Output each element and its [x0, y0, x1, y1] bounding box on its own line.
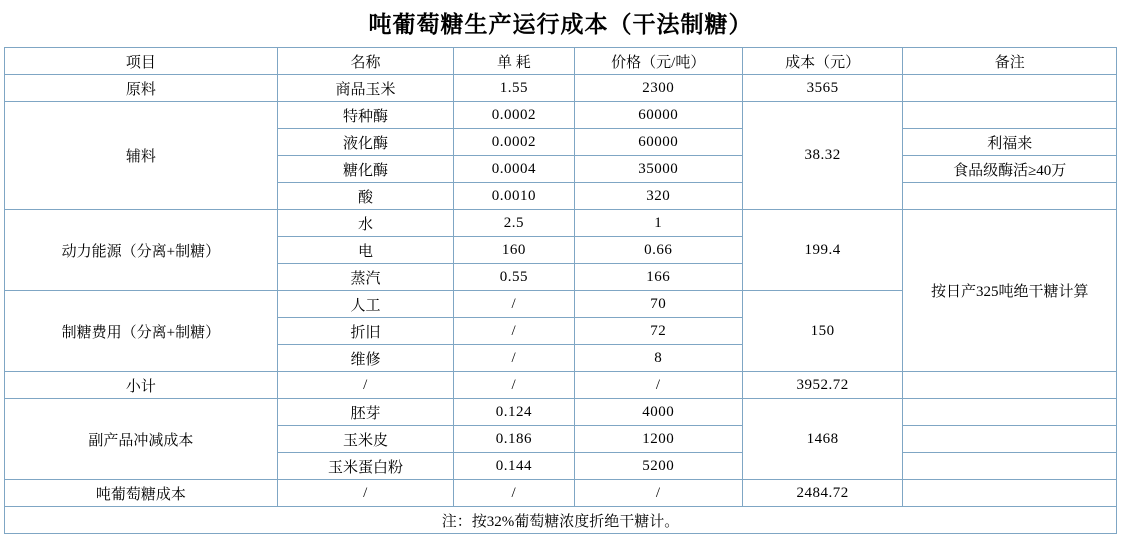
row-usage: 0.0004 [454, 156, 574, 183]
total-note [903, 480, 1117, 507]
row-name: 糖化酶 [277, 156, 453, 183]
row-price: 166 [574, 264, 742, 291]
row-usage: 1.55 [454, 75, 574, 102]
row-price: 320 [574, 183, 742, 210]
row-name: 商品玉米 [277, 75, 453, 102]
row-price: 1200 [574, 426, 742, 453]
subtotal-price: / [574, 372, 742, 399]
row-cost: 199.4 [742, 210, 902, 291]
row-usage: 0.0010 [454, 183, 574, 210]
row-cost: 150 [742, 291, 902, 372]
row-usage: / [454, 318, 574, 345]
table-row [5, 210, 1117, 237]
row-price: 35000 [574, 156, 742, 183]
row-name: 胚芽 [277, 399, 453, 426]
row-note [903, 183, 1117, 210]
row-usage: / [454, 345, 574, 372]
row-category-sugar-fee: 制糖费用（分离+制糖） [5, 291, 278, 372]
subtotal-note [903, 372, 1117, 399]
column-header-name: 名称 [277, 48, 453, 75]
row-price: 4000 [574, 399, 742, 426]
row-usage: 0.144 [454, 453, 574, 480]
total-name: / [277, 480, 453, 507]
column-header-note: 备注 [903, 48, 1117, 75]
row-category-energy: 动力能源（分离+制糖） [5, 210, 278, 291]
table-row [5, 75, 1117, 102]
page-title: 吨葡萄糖生产运行成本（干法制糖） [368, 12, 753, 37]
row-note [903, 399, 1117, 426]
row-name: 特种酶 [277, 102, 453, 129]
row-usage: 0.124 [454, 399, 574, 426]
column-header-item: 项目 [5, 48, 278, 75]
row-price: 1 [574, 210, 742, 237]
row-label-total: 吨葡萄糖成本 [5, 480, 278, 507]
row-note: 利福来 [903, 129, 1117, 156]
table-row-total [5, 480, 1117, 507]
row-name: 水 [277, 210, 453, 237]
row-usage: 2.5 [454, 210, 574, 237]
column-header-price: 价格（元/吨） [574, 48, 742, 75]
row-price: 8 [574, 345, 742, 372]
total-price: / [574, 480, 742, 507]
subtotal-cost: 3952.72 [742, 372, 902, 399]
row-name: 玉米蛋白粉 [277, 453, 453, 480]
total-cost: 2484.72 [742, 480, 902, 507]
row-price: 60000 [574, 102, 742, 129]
subtotal-usage: / [454, 372, 574, 399]
row-note [903, 75, 1117, 102]
row-usage: / [454, 291, 574, 318]
row-name: 折旧 [277, 318, 453, 345]
row-name: 维修 [277, 345, 453, 372]
row-price: 5200 [574, 453, 742, 480]
row-cost: 1468 [742, 399, 902, 480]
table-row [5, 102, 1117, 129]
row-usage: 0.0002 [454, 102, 574, 129]
row-price: 72 [574, 318, 742, 345]
row-name: 电 [277, 237, 453, 264]
footnote-text: 注：按32%葡萄糖浓度折绝干糖计。 [5, 507, 1117, 534]
column-header-usage: 单 耗 [454, 48, 574, 75]
subtotal-name: / [277, 372, 453, 399]
row-label-subtotal: 小计 [5, 372, 278, 399]
row-price: 60000 [574, 129, 742, 156]
table-row-subtotal [5, 372, 1117, 399]
row-price: 70 [574, 291, 742, 318]
row-category-byproduct: 副产品冲减成本 [5, 399, 278, 480]
row-note [903, 453, 1117, 480]
row-cost: 38.32 [742, 102, 902, 210]
row-category-auxiliary: 辅料 [5, 102, 278, 210]
row-note [903, 426, 1117, 453]
row-category-raw-material: 原料 [5, 75, 278, 102]
row-price: 2300 [574, 75, 742, 102]
row-usage: 160 [454, 237, 574, 264]
total-usage: / [454, 480, 574, 507]
row-price: 0.66 [574, 237, 742, 264]
row-name: 玉米皮 [277, 426, 453, 453]
row-usage: 0.55 [454, 264, 574, 291]
cost-table [4, 47, 1117, 534]
row-note-daily-output: 按日产325吨绝干糖计算 [903, 210, 1117, 372]
row-name: 人工 [277, 291, 453, 318]
row-usage: 0.186 [454, 426, 574, 453]
table-header-row [5, 48, 1117, 75]
row-cost: 3565 [742, 75, 902, 102]
row-name: 液化酶 [277, 129, 453, 156]
row-note: 食品级酶活≥40万 [903, 156, 1117, 183]
table-row [5, 399, 1117, 426]
row-name: 蒸汽 [277, 264, 453, 291]
column-header-cost: 成本（元） [742, 48, 902, 75]
table-row-footnote [5, 507, 1117, 534]
row-note [903, 102, 1117, 129]
row-name: 酸 [277, 183, 453, 210]
row-usage: 0.0002 [454, 129, 574, 156]
